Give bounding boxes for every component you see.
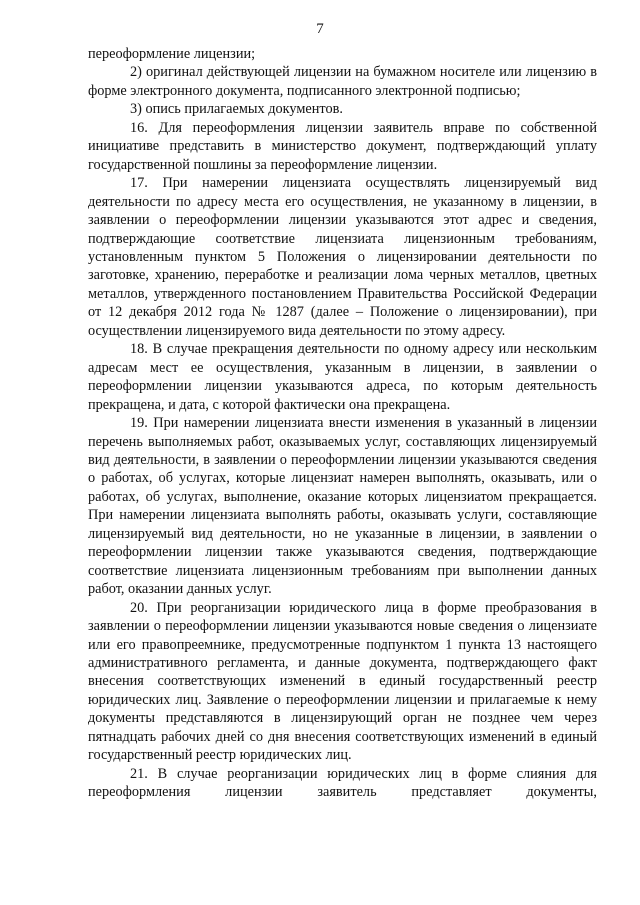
paragraph-continuation: переоформление лицензии;: [88, 46, 256, 62]
paragraph-item-2: 2) оригинал действующей лицензии на бумажном носителе или лицензию в форме электронного документа, подписанного электронной подписью;: [88, 64, 597, 99]
paragraph-21: 21. В случае реорганизации юридических лиц в форме слияния для переоформления лицензии заявитель представляет документы,: [88, 765, 597, 801]
paragraph-18: 18. В случае прекращения деятельности по одному адресу или нескольким адресам мест ее осуществления, указанным в лицензии, в заявлении о переоформлении лицензии указываются адреса, по которым деятельность прекращена, и дата, с которой фактически она прекращена.: [88, 341, 597, 413]
paragraph-19: 19. При намерении лицензиата внести изменения в указанный в лицензии перечень выполняемых работ, оказываемых услуг, составляющих лицензируемый вид деятельности, в заявлении о переоформлении лицензии указываются сведения о работах, об услугах, которые лицензиат намерен выполнять, оказывать, или о работах, об услугах, выполнение, оказание которых лицензиатом прекращается. При намерении лицензиата выполнять работы, оказывать услуги, составляющие лицензируемый вид деятельности, но не указанные в лицензии, в заявлении о переоформлении лицензии также указываются сведения, подтверждающие соответствие лицензиата лицензионным требованиям при выполнении данных работ, оказании данных услуг.: [88, 415, 597, 598]
paragraph-17: 17. При намерении лицензиата осуществлять лицензируемый вид деятельности по адресу места его осуществления, не указанному в лицензии, в заявлении о переоформлении лицензии указываются этот адрес и сведения, подтверждающие соответствие лицензиата лицензионным требованиям, установленным пунктом 5 Положения о лицензировании деятельности по заготовке, хранению, переработке и реализации лома черных металлов, цветных металлов, утвержденного постановлением Правительства Российской Федерации от 12 декабря 2012 года № 1287 (далее – Положение о лицензировании), при осуществлении лицензируемого вида деятельности по этому адресу.: [88, 175, 597, 339]
document-body: [88, 45, 597, 802]
paragraph-item-3: 3) опись прилагаемых документов.: [130, 101, 343, 118]
paragraph-16: 16. Для переоформления лицензии заявитель вправе по собственной инициативе представить в министерство документ, подтверждающий уплату государственной пошлины за переоформление лицензии.: [88, 119, 597, 173]
paragraph-20: 20. При реорганизации юридического лица в форме преобразования в заявлении о переоформлении лицензии указываются новые сведения о лицензиате или его правопреемнике, предусмотренные подпунктом 1 пункта 13 настоящего административного регламента, и данные документа, подтверждающего факт внесения соответствующих изменений в единый государственный реестр юридических лиц. Заявление о переоформлении лицензии и прилагаемые к нему документы представляются в лицензирующий орган не позднее чем через пятнадцать рабочих дней со дня внесения соответствующих изменений в единый государственный реестр юридических лиц.: [88, 599, 597, 764]
page-number: 7: [316, 21, 324, 37]
